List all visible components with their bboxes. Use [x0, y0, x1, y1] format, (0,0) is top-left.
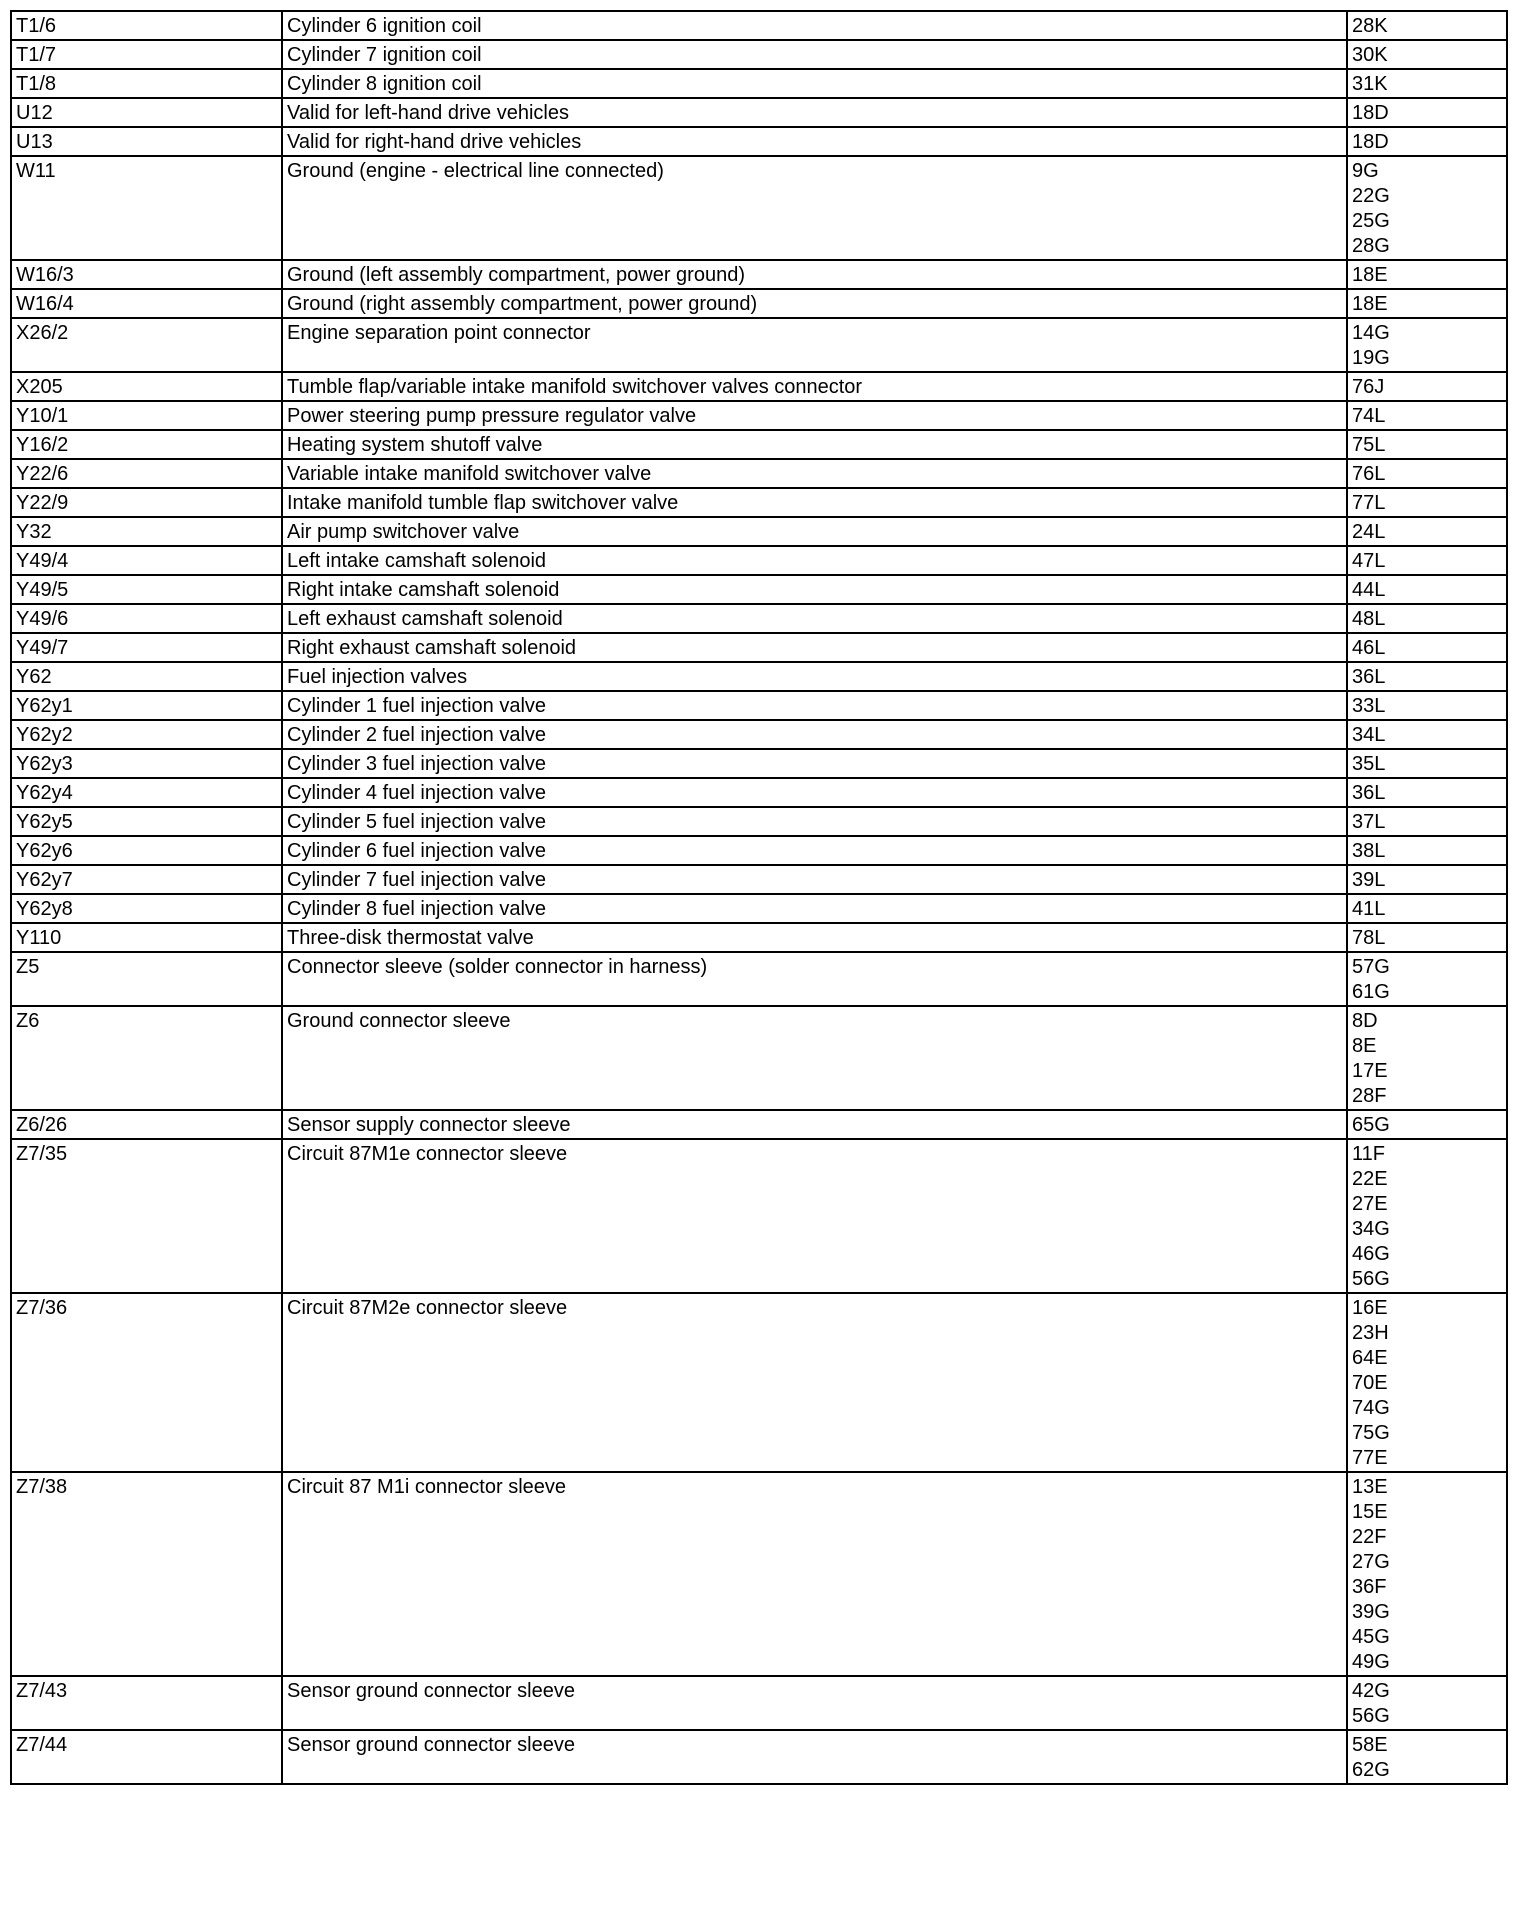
grid-locations: [1347, 691, 1507, 720]
component-code: Z7/38: [11, 1472, 282, 1676]
component-description: Cylinder 4 fuel injection valve: [282, 778, 1347, 807]
component-code: Y22/9: [11, 488, 282, 517]
grid-locations: [1347, 517, 1507, 546]
component-location-table: [10, 10, 1508, 1785]
table-row: [11, 40, 1507, 69]
table-row: [11, 156, 1507, 260]
component-description: Ground (right assembly compartment, power ground): [282, 289, 1347, 318]
grid-location: 28F: [1352, 1085, 1387, 1107]
component-code: T1/7: [11, 40, 282, 69]
grid-location: 28K: [1352, 15, 1388, 37]
grid-location: 76J: [1352, 376, 1385, 398]
grid-location: 46G: [1352, 1243, 1390, 1265]
grid-locations: [1347, 836, 1507, 865]
table-row: [11, 488, 1507, 517]
component-code: Z6: [11, 1006, 282, 1110]
table-row: [11, 604, 1507, 633]
grid-location: 31K: [1352, 73, 1388, 95]
grid-locations: [1347, 952, 1507, 1006]
component-description: Circuit 87M1e connector sleeve: [282, 1139, 1347, 1293]
grid-locations: [1347, 1006, 1507, 1110]
grid-locations: [1347, 372, 1507, 401]
component-code: Y110: [11, 923, 282, 952]
component-code: Y49/6: [11, 604, 282, 633]
grid-location: 28G: [1352, 235, 1390, 257]
grid-location: 14G: [1352, 322, 1390, 344]
table-row: [11, 662, 1507, 691]
component-description: Fuel injection valves: [282, 662, 1347, 691]
grid-location: 18E: [1352, 293, 1388, 315]
grid-location: 36L: [1352, 782, 1386, 804]
component-description: Cylinder 2 fuel injection valve: [282, 720, 1347, 749]
table-row: [11, 952, 1507, 1006]
component-description: Circuit 87M2e connector sleeve: [282, 1293, 1347, 1472]
table-row: [11, 1472, 1507, 1676]
component-code: Y16/2: [11, 430, 282, 459]
grid-locations: [1347, 1293, 1507, 1472]
grid-locations: [1347, 40, 1507, 69]
grid-location: 27E: [1352, 1193, 1388, 1215]
table-row: [11, 289, 1507, 318]
table-row: [11, 691, 1507, 720]
component-code: U12: [11, 98, 282, 127]
table-row: [11, 633, 1507, 662]
grid-location: 77L: [1352, 492, 1386, 514]
component-code: Y22/6: [11, 459, 282, 488]
grid-locations: [1347, 546, 1507, 575]
component-description: Engine separation point connector: [282, 318, 1347, 372]
grid-location: 70E: [1352, 1372, 1388, 1394]
component-description: Left exhaust camshaft solenoid: [282, 604, 1347, 633]
grid-locations: [1347, 69, 1507, 98]
component-code: Z7/35: [11, 1139, 282, 1293]
grid-locations: [1347, 1110, 1507, 1139]
grid-location: 33L: [1352, 695, 1386, 717]
component-description: Cylinder 7 fuel injection valve: [282, 865, 1347, 894]
grid-locations: [1347, 127, 1507, 156]
grid-location: 44L: [1352, 579, 1386, 601]
table-row: [11, 894, 1507, 923]
table-row: [11, 807, 1507, 836]
grid-location: 75L: [1352, 434, 1386, 456]
component-code: W16/4: [11, 289, 282, 318]
component-description: Cylinder 8 fuel injection valve: [282, 894, 1347, 923]
grid-locations: [1347, 430, 1507, 459]
component-code: Y62y8: [11, 894, 282, 923]
table-row: [11, 720, 1507, 749]
component-code: Z5: [11, 952, 282, 1006]
component-code: U13: [11, 127, 282, 156]
component-description: Variable intake manifold switchover valve: [282, 459, 1347, 488]
component-code: Y62: [11, 662, 282, 691]
grid-location: 37L: [1352, 811, 1386, 833]
grid-location: 27G: [1352, 1551, 1390, 1573]
table-row: [11, 575, 1507, 604]
component-description: Connector sleeve (solder connector in harness): [282, 952, 1347, 1006]
component-code: Y62y7: [11, 865, 282, 894]
grid-locations: [1347, 98, 1507, 127]
grid-location: 36F: [1352, 1576, 1387, 1598]
component-description: Three-disk thermostat valve: [282, 923, 1347, 952]
grid-location: 74G: [1352, 1397, 1390, 1419]
grid-location: 58E: [1352, 1734, 1388, 1756]
grid-location: 30K: [1352, 44, 1388, 66]
grid-location: 57G: [1352, 956, 1390, 978]
component-description: Cylinder 6 ignition coil: [282, 11, 1347, 40]
table-row: [11, 546, 1507, 575]
grid-location: 22E: [1352, 1168, 1388, 1190]
grid-locations: [1347, 749, 1507, 778]
grid-location: 34L: [1352, 724, 1386, 746]
table-row: [11, 318, 1507, 372]
component-description: Cylinder 8 ignition coil: [282, 69, 1347, 98]
table-row: [11, 401, 1507, 430]
component-description: Cylinder 1 fuel injection valve: [282, 691, 1347, 720]
table-row: [11, 430, 1507, 459]
component-description: Circuit 87 M1i connector sleeve: [282, 1472, 1347, 1676]
component-description: Left intake camshaft solenoid: [282, 546, 1347, 575]
component-description: Valid for left-hand drive vehicles: [282, 98, 1347, 127]
grid-locations: [1347, 401, 1507, 430]
component-description: Sensor ground connector sleeve: [282, 1676, 1347, 1730]
table-row: [11, 865, 1507, 894]
table-row: [11, 11, 1507, 40]
grid-location: 16E: [1352, 1297, 1388, 1319]
component-code: Z7/43: [11, 1676, 282, 1730]
component-code: Y49/4: [11, 546, 282, 575]
table-row: [11, 923, 1507, 952]
grid-location: 56G: [1352, 1268, 1390, 1290]
grid-locations: [1347, 289, 1507, 318]
grid-location: 76L: [1352, 463, 1386, 485]
grid-location: 41L: [1352, 898, 1386, 920]
table-row: [11, 1139, 1507, 1293]
component-description: Ground (left assembly compartment, power ground): [282, 260, 1347, 289]
component-code: Z7/44: [11, 1730, 282, 1784]
table-row: [11, 1006, 1507, 1110]
grid-location: 23H: [1352, 1322, 1389, 1344]
grid-locations: [1347, 662, 1507, 691]
component-code: Z7/36: [11, 1293, 282, 1472]
component-description: Cylinder 7 ignition coil: [282, 40, 1347, 69]
grid-location: 9G: [1352, 160, 1379, 182]
component-code: W16/3: [11, 260, 282, 289]
grid-locations: [1347, 1676, 1507, 1730]
component-description: Cylinder 6 fuel injection valve: [282, 836, 1347, 865]
grid-locations: [1347, 894, 1507, 923]
grid-locations: [1347, 604, 1507, 633]
component-code: Y49/7: [11, 633, 282, 662]
component-description: Air pump switchover valve: [282, 517, 1347, 546]
grid-locations: [1347, 865, 1507, 894]
grid-locations: [1347, 923, 1507, 952]
component-description: Intake manifold tumble flap switchover valve: [282, 488, 1347, 517]
component-description: Power steering pump pressure regulator valve: [282, 401, 1347, 430]
table-row: [11, 98, 1507, 127]
component-description: Right exhaust camshaft solenoid: [282, 633, 1347, 662]
component-code: Z6/26: [11, 1110, 282, 1139]
grid-locations: [1347, 1472, 1507, 1676]
component-description: Cylinder 5 fuel injection valve: [282, 807, 1347, 836]
grid-location: 39L: [1352, 869, 1386, 891]
grid-location: 47L: [1352, 550, 1386, 572]
component-description: Sensor supply connector sleeve: [282, 1110, 1347, 1139]
grid-location: 38L: [1352, 840, 1386, 862]
component-code: Y62y3: [11, 749, 282, 778]
table-row: [11, 517, 1507, 546]
grid-location: 49G: [1352, 1651, 1390, 1673]
grid-location: 65G: [1352, 1114, 1390, 1136]
component-code: Y62y2: [11, 720, 282, 749]
grid-locations: [1347, 11, 1507, 40]
grid-locations: [1347, 318, 1507, 372]
grid-location: 35L: [1352, 753, 1386, 775]
grid-location: 64E: [1352, 1347, 1388, 1369]
component-code: Y62y1: [11, 691, 282, 720]
grid-location: 77E: [1352, 1447, 1388, 1469]
component-code: Y62y5: [11, 807, 282, 836]
grid-location: 74L: [1352, 405, 1386, 427]
grid-location: 22F: [1352, 1526, 1387, 1548]
table-row: [11, 127, 1507, 156]
grid-location: 56G: [1352, 1705, 1390, 1727]
component-description: Valid for right-hand drive vehicles: [282, 127, 1347, 156]
grid-location: 18E: [1352, 264, 1388, 286]
table-row: [11, 749, 1507, 778]
grid-locations: [1347, 720, 1507, 749]
component-description: Heating system shutoff valve: [282, 430, 1347, 459]
grid-location: 18D: [1352, 131, 1389, 153]
grid-locations: [1347, 575, 1507, 604]
grid-location: 46L: [1352, 637, 1386, 659]
grid-locations: [1347, 1730, 1507, 1784]
grid-location: 36L: [1352, 666, 1386, 688]
grid-locations: [1347, 633, 1507, 662]
grid-locations: [1347, 156, 1507, 260]
component-code: T1/6: [11, 11, 282, 40]
component-code: Y49/5: [11, 575, 282, 604]
grid-locations: [1347, 807, 1507, 836]
component-description: Ground (engine - electrical line connected): [282, 156, 1347, 260]
grid-locations: [1347, 260, 1507, 289]
grid-location: 17E: [1352, 1060, 1388, 1082]
component-code: X26/2: [11, 318, 282, 372]
component-code: Y62y4: [11, 778, 282, 807]
grid-location: 11F: [1352, 1143, 1385, 1165]
table-row: [11, 1293, 1507, 1472]
grid-location: 25G: [1352, 210, 1390, 232]
component-code: Y32: [11, 517, 282, 546]
grid-location: 48L: [1352, 608, 1386, 630]
component-code: T1/8: [11, 69, 282, 98]
table-row: [11, 459, 1507, 488]
grid-location: 34G: [1352, 1218, 1390, 1240]
grid-location: 13E: [1352, 1476, 1388, 1498]
grid-location: 8D: [1352, 1010, 1378, 1032]
grid-location: 62G: [1352, 1759, 1390, 1781]
grid-locations: [1347, 488, 1507, 517]
grid-location: 78L: [1352, 927, 1386, 949]
grid-location: 19G: [1352, 347, 1390, 369]
component-description: Cylinder 3 fuel injection valve: [282, 749, 1347, 778]
table-row: [11, 1676, 1507, 1730]
component-code: X205: [11, 372, 282, 401]
grid-locations: [1347, 778, 1507, 807]
grid-location: 42G: [1352, 1680, 1390, 1702]
grid-location: 45G: [1352, 1626, 1390, 1648]
component-code: W11: [11, 156, 282, 260]
table-row: [11, 260, 1507, 289]
component-description: Tumble flap/variable intake manifold switchover valves connector: [282, 372, 1347, 401]
grid-locations: [1347, 1139, 1507, 1293]
table-row: [11, 836, 1507, 865]
grid-location: 75G: [1352, 1422, 1390, 1444]
table-row: [11, 1110, 1507, 1139]
grid-location: 22G: [1352, 185, 1390, 207]
component-code: Y10/1: [11, 401, 282, 430]
component-description: Ground connector sleeve: [282, 1006, 1347, 1110]
grid-location: 24L: [1352, 521, 1386, 543]
component-description: Sensor ground connector sleeve: [282, 1730, 1347, 1784]
component-code: Y62y6: [11, 836, 282, 865]
table-row: [11, 1730, 1507, 1784]
table-row: [11, 778, 1507, 807]
grid-location: 18D: [1352, 102, 1389, 124]
grid-location: 8E: [1352, 1035, 1377, 1057]
grid-location: 61G: [1352, 981, 1390, 1003]
table-row: [11, 372, 1507, 401]
grid-locations: [1347, 459, 1507, 488]
component-description: Right intake camshaft solenoid: [282, 575, 1347, 604]
table-body: [11, 11, 1507, 1784]
grid-location: 39G: [1352, 1601, 1390, 1623]
table-row: [11, 69, 1507, 98]
grid-location: 15E: [1352, 1501, 1388, 1523]
